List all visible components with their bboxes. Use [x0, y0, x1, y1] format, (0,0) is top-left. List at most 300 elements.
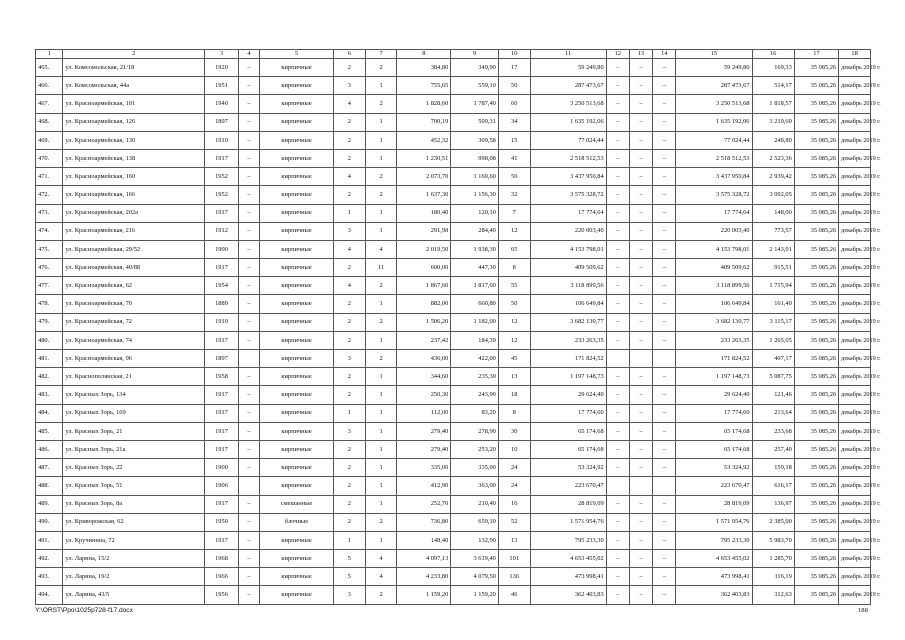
total-cost-cell: 3 118 899,56	[676, 277, 752, 295]
address-cell: ул. Красноармейская, 126	[63, 113, 205, 131]
total-area-cell: 1 230,51	[397, 149, 451, 167]
floors-cell: 2	[334, 368, 366, 386]
total-cost-cell: 1 197 148,73	[676, 368, 752, 386]
total-cost-cell: 220 003,40	[676, 222, 752, 240]
col13-cell	[629, 350, 652, 368]
deadline-cell: декабрь 2019 г.	[839, 168, 871, 186]
col13-cell: –	[629, 277, 652, 295]
total-area-cell: 1 637,30	[397, 186, 451, 204]
col12-cell: –	[606, 440, 629, 458]
residents-cell: 32	[498, 186, 530, 204]
rate-cell: 35 085,26	[794, 113, 838, 131]
residents-cell: 50	[498, 77, 530, 95]
living-area-cell: 660,80	[451, 295, 499, 313]
col12-cell: –	[606, 404, 629, 422]
entrances-cell: 1	[365, 386, 397, 404]
address-cell: ул. Красноармейская, 72	[63, 313, 205, 331]
living-area-cell: 998,08	[451, 149, 499, 167]
cost-per-sqm-cell: 257,40	[752, 440, 794, 458]
row-number-cell: 471.	[36, 168, 63, 186]
col13-cell: –	[629, 149, 652, 167]
row-number-cell: 467.	[36, 95, 63, 113]
col12-cell: –	[606, 113, 629, 131]
deadline-cell: декабрь 2019 г.	[839, 495, 871, 513]
row-number-cell: 466.	[36, 77, 63, 95]
entrances-cell: 2	[365, 513, 397, 531]
entrances-cell: 2	[365, 168, 397, 186]
total-cost-cell: 17 774,64	[676, 204, 752, 222]
col14-cell: –	[653, 186, 676, 204]
col14-cell: –	[653, 313, 676, 331]
table-row	[36, 295, 871, 313]
total-area-cell: 4 233,80	[397, 568, 451, 586]
rate-cell: 35 085,26	[794, 277, 838, 295]
address-cell: ул. Красноармейская, 216	[63, 222, 205, 240]
floors-cell: 4	[334, 277, 366, 295]
col14-cell: –	[653, 277, 676, 295]
total-cost-cell: 3 437 950,84	[676, 168, 752, 186]
col12-cell: –	[606, 149, 629, 167]
residents-cell: 46	[498, 586, 530, 604]
col14-cell: –	[653, 295, 676, 313]
address-cell: ул. Красноармейская, 70	[63, 295, 205, 313]
residents-cell: 45	[498, 350, 530, 368]
column-number-cell: 8	[397, 50, 451, 59]
row-number-cell: 488.	[36, 477, 63, 495]
wall-material-cell: кирпичные	[260, 77, 334, 95]
rate-cell: 35 085,26	[794, 259, 838, 277]
table-row	[36, 495, 871, 513]
floors-cell: 2	[334, 459, 366, 477]
col12-cell: –	[606, 204, 629, 222]
col13-cell: –	[629, 222, 652, 240]
table-row	[36, 331, 871, 349]
rate-cell: 35 085,26	[794, 459, 838, 477]
column-number-cell: 15	[676, 50, 752, 59]
living-area-cell: 1 182,00	[451, 313, 499, 331]
col4-cell: –	[238, 386, 259, 404]
residents-cell: 50	[498, 295, 530, 313]
deadline-cell: декабрь 2019 г.	[839, 368, 871, 386]
wall-material-cell: кирпичные	[260, 131, 334, 149]
table-row	[36, 59, 871, 77]
col14-cell: –	[653, 131, 676, 149]
cost-cell: 287 473,67	[530, 77, 606, 95]
total-area-cell: 112,00	[397, 404, 451, 422]
year-built-cell: 1917	[205, 440, 239, 458]
wall-material-cell: кирпичные	[260, 95, 334, 113]
entrances-cell: 11	[365, 259, 397, 277]
col12-cell: –	[606, 131, 629, 149]
deadline-cell: декабрь 2019 г.	[839, 186, 871, 204]
address-cell: ул. Красноармейская, 138	[63, 149, 205, 167]
cost-cell: 795 233,30	[530, 531, 606, 549]
total-area-cell: 180,40	[397, 204, 451, 222]
col14-cell: –	[653, 113, 676, 131]
living-area-cell: 509,31	[451, 113, 499, 131]
living-area-cell: 349,90	[451, 59, 499, 77]
rate-cell: 35 085,26	[794, 513, 838, 531]
total-cost-cell: 3 682 130,77	[676, 313, 752, 331]
residents-cell: 101	[498, 550, 530, 568]
total-cost-cell: 17 774,60	[676, 404, 752, 422]
col4-cell: –	[238, 113, 259, 131]
cost-per-sqm-cell: 169,33	[752, 59, 794, 77]
row-number-cell: 476.	[36, 259, 63, 277]
table-row	[36, 149, 871, 167]
address-cell: ул. Комсомольская, 21/18	[63, 59, 205, 77]
row-number-cell: 478.	[36, 295, 63, 313]
col14-cell: –	[653, 586, 676, 604]
col12-cell: –	[606, 550, 629, 568]
column-number-cell: 11	[530, 50, 606, 59]
entrances-cell: 2	[365, 186, 397, 204]
cost-cell: 65 174,68	[530, 422, 606, 440]
cost-per-sqm-cell: 159,18	[752, 459, 794, 477]
col13-cell: –	[629, 404, 652, 422]
total-cost-cell: 795 233,30	[676, 531, 752, 549]
wall-material-cell: кирпичные	[260, 240, 334, 258]
col13-cell: –	[629, 95, 652, 113]
cost-cell: 3 437 950,84	[530, 168, 606, 186]
living-area-cell: 559,10	[451, 77, 499, 95]
living-area-cell: 120,10	[451, 204, 499, 222]
column-number-cell: 1	[36, 50, 63, 59]
address-cell: ул. Красных Зорь, 21а	[63, 440, 205, 458]
table-row	[36, 586, 871, 604]
total-cost-cell: 1 571 954,76	[676, 513, 752, 531]
total-cost-cell: 171 824,52	[676, 350, 752, 368]
col4-cell: –	[238, 568, 259, 586]
table-row	[36, 277, 871, 295]
row-number-cell: 494.	[36, 586, 63, 604]
wall-material-cell: кирпичные	[260, 477, 334, 495]
floors-cell: 3	[334, 586, 366, 604]
living-area-cell: 363,00	[451, 477, 499, 495]
total-cost-cell: 28 819,09	[676, 495, 752, 513]
deadline-cell: декабрь 2019 г.	[839, 459, 871, 477]
col4-cell: –	[238, 59, 259, 77]
footer-file-path: Y:\ORST\Ppo\1025p728-f17.docx	[35, 607, 133, 614]
year-built-cell: 1940	[205, 95, 239, 113]
table-row	[36, 513, 871, 531]
col12-cell: –	[606, 222, 629, 240]
col12-cell: –	[606, 368, 629, 386]
total-area-cell: 1 867,60	[397, 277, 451, 295]
cost-per-sqm-cell: 3 210,60	[752, 113, 794, 131]
col4-cell: –	[238, 550, 259, 568]
year-built-cell: 1917	[205, 422, 239, 440]
residents-cell: 16	[498, 495, 530, 513]
row-number-cell: 484.	[36, 404, 63, 422]
col13-cell	[629, 477, 652, 495]
row-number-cell: 492.	[36, 550, 63, 568]
col13-cell: –	[629, 240, 652, 258]
col12-cell: –	[606, 259, 629, 277]
column-number-cell: 2	[63, 50, 205, 59]
address-cell: ул. Красноармейская, 74	[63, 331, 205, 349]
col14-cell: –	[653, 440, 676, 458]
floors-cell: 2	[334, 59, 366, 77]
entrances-cell: 1	[365, 404, 397, 422]
col13-cell: –	[629, 368, 652, 386]
row-number-cell: 493.	[36, 568, 63, 586]
total-cost-cell: 2 518 512,53	[676, 149, 752, 167]
address-cell: ул. Ларина, 15/2	[63, 550, 205, 568]
floors-cell: 2	[334, 331, 366, 349]
residents-cell: 18	[498, 386, 530, 404]
wall-material-cell: кирпичные	[260, 586, 334, 604]
cost-cell: 171 824,52	[530, 350, 606, 368]
row-number-cell: 487.	[36, 459, 63, 477]
total-cost-cell: 362 403,83	[676, 586, 752, 604]
year-built-cell: 1897	[205, 113, 239, 131]
entrances-cell: 4	[365, 550, 397, 568]
living-area-cell: 1 817,60	[451, 277, 499, 295]
total-area-cell: 452,32	[397, 131, 451, 149]
total-cost-cell: 29 624,40	[676, 386, 752, 404]
col14-cell: –	[653, 568, 676, 586]
column-number-cell: 18	[839, 50, 871, 59]
column-number-cell: 17	[794, 50, 838, 59]
total-cost-cell: 4 153 798,01	[676, 240, 752, 258]
cost-per-sqm-cell: 1 715,94	[752, 277, 794, 295]
col14-cell: –	[653, 331, 676, 349]
total-cost-cell: 409 509,62	[676, 259, 752, 277]
floors-cell: 2	[334, 513, 366, 531]
living-area-cell: 253,20	[451, 440, 499, 458]
entrances-cell: 1	[365, 331, 397, 349]
floors-cell: 2	[334, 386, 366, 404]
living-area-cell: 83,20	[451, 404, 499, 422]
cost-cell: 17 774,60	[530, 404, 606, 422]
col13-cell: –	[629, 113, 652, 131]
rate-cell: 35 085,26	[794, 531, 838, 549]
rate-cell: 35 085,26	[794, 350, 838, 368]
col14-cell: –	[653, 422, 676, 440]
total-cost-cell: 287 473,67	[676, 77, 752, 95]
cost-cell: 473 998,41	[530, 568, 606, 586]
floors-cell: 1	[334, 204, 366, 222]
address-cell: ул. Красных Зорь, 169	[63, 404, 205, 422]
col13-cell: –	[629, 186, 652, 204]
table-row	[36, 222, 871, 240]
col4-cell: –	[238, 495, 259, 513]
col4-cell: –	[238, 295, 259, 313]
col12-cell: –	[606, 568, 629, 586]
total-area-cell: 237,42	[397, 331, 451, 349]
col12-cell: –	[606, 531, 629, 549]
table-row	[36, 404, 871, 422]
col4-cell: –	[238, 95, 259, 113]
col13-cell: –	[629, 459, 652, 477]
cost-per-sqm-cell: 2 143,01	[752, 240, 794, 258]
deadline-cell: декабрь 2019 г.	[839, 149, 871, 167]
total-cost-cell: 77 024,44	[676, 131, 752, 149]
col13-cell: –	[629, 586, 652, 604]
col12-cell: –	[606, 240, 629, 258]
address-cell: ул. Красноармейская, 160	[63, 168, 205, 186]
cost-cell: 3 118 899,56	[530, 277, 606, 295]
residents-cell: 12	[498, 313, 530, 331]
col4-cell: –	[238, 240, 259, 258]
residents-cell: 50	[498, 168, 530, 186]
col13-cell: –	[629, 77, 652, 95]
residents-cell: 65	[498, 240, 530, 258]
rate-cell: 35 085,26	[794, 386, 838, 404]
col14-cell: –	[653, 513, 676, 531]
column-number-row	[36, 50, 871, 59]
rate-cell: 35 085,26	[794, 149, 838, 167]
column-number-cell: 12	[606, 50, 629, 59]
cost-cell: 409 509,62	[530, 259, 606, 277]
address-cell: ул. Красноармейская, 101	[63, 95, 205, 113]
address-cell: ул. Красноармейская, 96	[63, 350, 205, 368]
col12-cell: –	[606, 459, 629, 477]
total-cost-cell: 65 174,68	[676, 422, 752, 440]
cost-cell: 3 250 513,68	[530, 95, 606, 113]
floors-cell: 1	[334, 531, 366, 549]
address-cell: ул. Ларина, 43/5	[63, 586, 205, 604]
row-number-cell: 474.	[36, 222, 63, 240]
floors-cell: 5	[334, 568, 366, 586]
total-area-cell: 148,40	[397, 531, 451, 549]
total-area-cell: 250,30	[397, 386, 451, 404]
wall-material-cell: кирпичные	[260, 277, 334, 295]
residents-cell: 55	[498, 277, 530, 295]
entrances-cell: 2	[365, 350, 397, 368]
entrances-cell: 1	[365, 204, 397, 222]
cost-per-sqm-cell: 616,17	[752, 477, 794, 495]
col12-cell: –	[606, 495, 629, 513]
year-built-cell: 1917	[205, 259, 239, 277]
wall-material-cell: кирпичные	[260, 259, 334, 277]
total-area-cell: 384,80	[397, 59, 451, 77]
address-cell: ул. Красноармейская, 130	[63, 131, 205, 149]
table-row	[36, 95, 871, 113]
cost-cell: 4 653 455,02	[530, 550, 606, 568]
wall-material-cell: кирпичные	[260, 59, 334, 77]
living-area-cell: 210,40	[451, 495, 499, 513]
living-area-cell: 132,90	[451, 531, 499, 549]
residents-cell: 17	[498, 59, 530, 77]
living-area-cell: 3 619,40	[451, 550, 499, 568]
cost-cell: 220 003,40	[530, 222, 606, 240]
cost-per-sqm-cell: 121,46	[752, 386, 794, 404]
col13-cell: –	[629, 386, 652, 404]
entrances-cell: 1	[365, 477, 397, 495]
living-area-cell: 1 156,30	[451, 186, 499, 204]
entrances-cell: 2	[365, 277, 397, 295]
col14-cell	[653, 350, 676, 368]
year-built-cell: 1920	[205, 59, 239, 77]
residents-cell: 10	[498, 440, 530, 458]
entrances-cell: 1	[365, 113, 397, 131]
wall-material-cell: кирпичные	[260, 404, 334, 422]
col14-cell: –	[653, 259, 676, 277]
cost-cell: 362 403,83	[530, 586, 606, 604]
floors-cell: 2	[334, 295, 366, 313]
living-area-cell: 278,90	[451, 422, 499, 440]
address-cell: ул. Красных Зорь, 134	[63, 386, 205, 404]
floors-cell: 3	[334, 77, 366, 95]
total-area-cell: 344,60	[397, 368, 451, 386]
cost-per-sqm-cell: 1 285,70	[752, 550, 794, 568]
total-cost-cell: 53 324,92	[676, 459, 752, 477]
rate-cell: 35 085,26	[794, 550, 838, 568]
cost-per-sqm-cell: 1 818,57	[752, 95, 794, 113]
cost-cell: 106 649,84	[530, 295, 606, 313]
table-row	[36, 186, 871, 204]
cost-cell: 77 024,44	[530, 131, 606, 149]
wall-material-cell: кирпичные	[260, 168, 334, 186]
total-area-cell: 882,00	[397, 295, 451, 313]
address-cell: ул. Красных Зорь, 51	[63, 477, 205, 495]
entrances-cell: 2	[365, 59, 397, 77]
address-cell: ул. Красноармейская, 62	[63, 277, 205, 295]
col13-cell: –	[629, 59, 652, 77]
total-area-cell: 291,98	[397, 222, 451, 240]
address-cell: ул. Криворожская, 62	[63, 513, 205, 531]
living-area-cell: 1 787,40	[451, 95, 499, 113]
deadline-cell: декабрь 2019 г.	[839, 131, 871, 149]
living-area-cell: 659,10	[451, 513, 499, 531]
cost-cell: 17 774,64	[530, 204, 606, 222]
year-built-cell: 1917	[205, 386, 239, 404]
living-area-cell: 4 079,50	[451, 568, 499, 586]
deadline-cell: декабрь 2019 г.	[839, 586, 871, 604]
year-built-cell: 1950	[205, 513, 239, 531]
wall-material-cell: кирпичные	[260, 368, 334, 386]
rate-cell: 35 085,26	[794, 440, 838, 458]
deadline-cell: декабрь 2019 г.	[839, 77, 871, 95]
floors-cell: 1	[334, 404, 366, 422]
column-number-cell: 13	[629, 50, 652, 59]
rate-cell: 35 085,26	[794, 331, 838, 349]
table-row	[36, 459, 871, 477]
total-area-cell: 736,80	[397, 513, 451, 531]
entrances-cell: 1	[365, 459, 397, 477]
deadline-cell: декабрь 2019 г.	[839, 331, 871, 349]
deadline-cell: декабрь 2019 г.	[839, 550, 871, 568]
table-row	[36, 313, 871, 331]
rate-cell: 35 085,26	[794, 495, 838, 513]
cost-per-sqm-cell: 116,19	[752, 568, 794, 586]
cost-per-sqm-cell: 514,17	[752, 77, 794, 95]
total-area-cell: 412,90	[397, 477, 451, 495]
col12-cell: –	[606, 95, 629, 113]
col4-cell: –	[238, 186, 259, 204]
floors-cell: 2	[334, 259, 366, 277]
col4-cell: –	[238, 368, 259, 386]
residents-cell: 24	[498, 459, 530, 477]
year-built-cell: 1910	[205, 131, 239, 149]
col4-cell	[238, 350, 259, 368]
table-row	[36, 422, 871, 440]
entrances-cell: 1	[365, 77, 397, 95]
residents-cell: 8	[498, 259, 530, 277]
year-built-cell: 1889	[205, 295, 239, 313]
living-area-cell: 1 159,20	[451, 586, 499, 604]
cost-cell: 3 682 130,77	[530, 313, 606, 331]
col12-cell: –	[606, 168, 629, 186]
living-area-cell: 1 938,30	[451, 240, 499, 258]
residents-cell: 13	[498, 531, 530, 549]
year-built-cell: 1956	[205, 586, 239, 604]
table-row	[36, 131, 871, 149]
col4-cell: –	[238, 422, 259, 440]
cost-per-sqm-cell: 161,40	[752, 295, 794, 313]
